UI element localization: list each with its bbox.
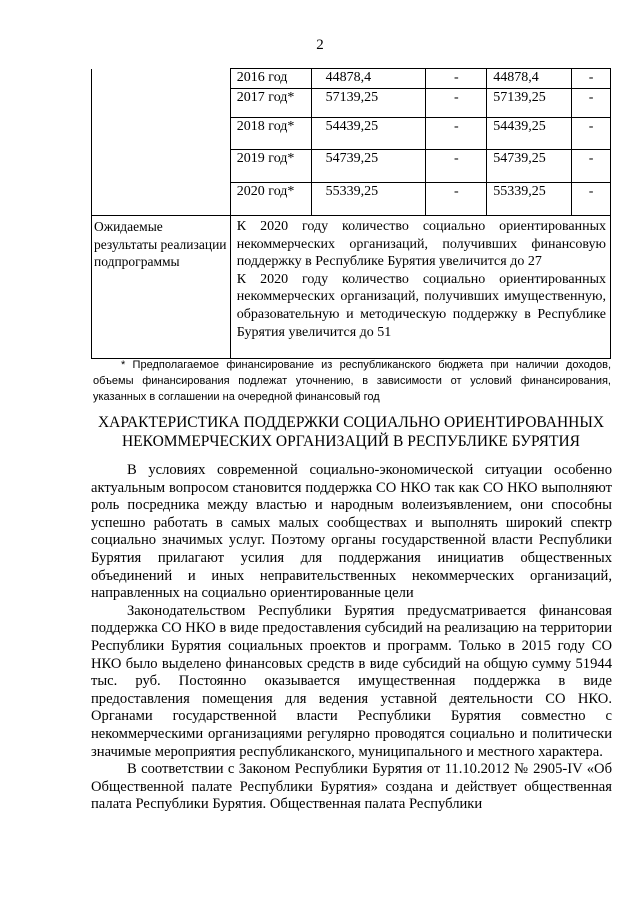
total-cell: 44878,4 (311, 69, 426, 89)
table-row (92, 69, 611, 89)
total-cell: 55339,25 (311, 183, 426, 216)
dash-cell: - (572, 118, 611, 150)
budget-cell: 44878,4 (487, 69, 572, 89)
results-label: Ожидаемые результаты реализации подпрограммы (92, 216, 231, 359)
body-text (91, 462, 612, 814)
total-cell: 54439,25 (311, 118, 426, 150)
paragraph: В соответствии с Законом Республики Бурятия от 11.10.2012 № 2905-IV «Об Общественной палате Республики Бурятия» создана и действует общественная палата Республики Бурятия. Общественная палата Республики (91, 761, 612, 813)
total-cell: 57139,25 (311, 89, 426, 118)
heading-line: НЕКОММЕРЧЕСКИХ ОРГАНИЗАЦИЙ В РЕСПУБЛИКЕ БУРЯТИЯ (121, 433, 581, 450)
dash-cell: - (572, 69, 611, 89)
dash-cell: - (426, 150, 487, 183)
results-text: К 2020 году количество социально ориентированных некоммерческих организаций, получивших финансовую поддержку в Республике Бурятия увеличится до 27 (236, 219, 606, 270)
dash-cell: - (572, 89, 611, 118)
footnote (93, 357, 611, 405)
footnote-text: * Предполагаемое финансирование из республиканского бюджета при наличии доходов, объемы финансирования подлежат уточнению, в зависимости от условий финансирования, указанных в соглашении на очередной финансовый год (93, 359, 611, 403)
results-cell (230, 216, 610, 359)
section-heading (91, 413, 611, 451)
dash-cell: - (426, 183, 487, 216)
results-row (92, 216, 611, 359)
empty-label-cell (92, 69, 231, 216)
year-cell: 2016 год (230, 69, 311, 89)
budget-cell: 57139,25 (487, 89, 572, 118)
year-cell: 2020 год* (230, 183, 311, 216)
heading-line: ХАРАКТЕРИСТИКА ПОДДЕРЖКИ СОЦИАЛЬНО ОРИЕНТИРОВАННЫХ (97, 414, 605, 431)
page-number: 2 (316, 37, 324, 53)
dash-cell: - (426, 118, 487, 150)
paragraph: В условиях современной социально-экономической ситуации особенно актуальным вопросом становится поддержка СО НКО так как СО НКО выполняют роль посредника между властью и народным волеизъявлением, они способны успешно работать в самых малых сообществах и выполнять широкий спектр социально значимых услуг. Поэтому органы государственной власти Республики Бурятия прилагают усилия для поддержания инициатив общественных объединений и иных неправительственных некоммерческих организаций, направленных на социально ориентированные цели (91, 462, 612, 602)
dash-cell: - (572, 183, 611, 216)
dash-cell: - (426, 89, 487, 118)
dash-cell: - (426, 69, 487, 89)
dash-cell: - (572, 150, 611, 183)
year-cell: 2019 год* (230, 150, 311, 183)
year-cell: 2017 год* (230, 89, 311, 118)
budget-cell: 55339,25 (487, 183, 572, 216)
budget-cell: 54739,25 (487, 150, 572, 183)
total-cell: 54739,25 (311, 150, 426, 183)
year-cell: 2018 год* (230, 118, 311, 150)
results-text: К 2020 году количество социально ориентированных некоммерческих организаций, получивших имущественную, образовательную и методическую поддержку в Республике Бурятия увеличится до 51 (236, 271, 606, 340)
budget-cell: 54439,25 (487, 118, 572, 150)
paragraph: Законодательством Республики Бурятия предусматривается финансовая поддержка СО НКО в виде предоставления субсидий на реализацию на территории Республики Бурятия социальных проектов и программ. Только в 2015 году СО НКО было выделено финансовых средств в виде субсидий на общую сумму 51944 тыс. руб. Постоянно оказывается имущественная поддержка в виде предоставления помещения для ведения уставной деятельности СО НКО. Органами государственной власти Республики Бурятия совместно с некоммерческими организациями регулярно проводятся социально и политически значимые мероприятия республиканского, муниципального и местного характера. (91, 602, 613, 760)
financing-table (91, 68, 611, 359)
